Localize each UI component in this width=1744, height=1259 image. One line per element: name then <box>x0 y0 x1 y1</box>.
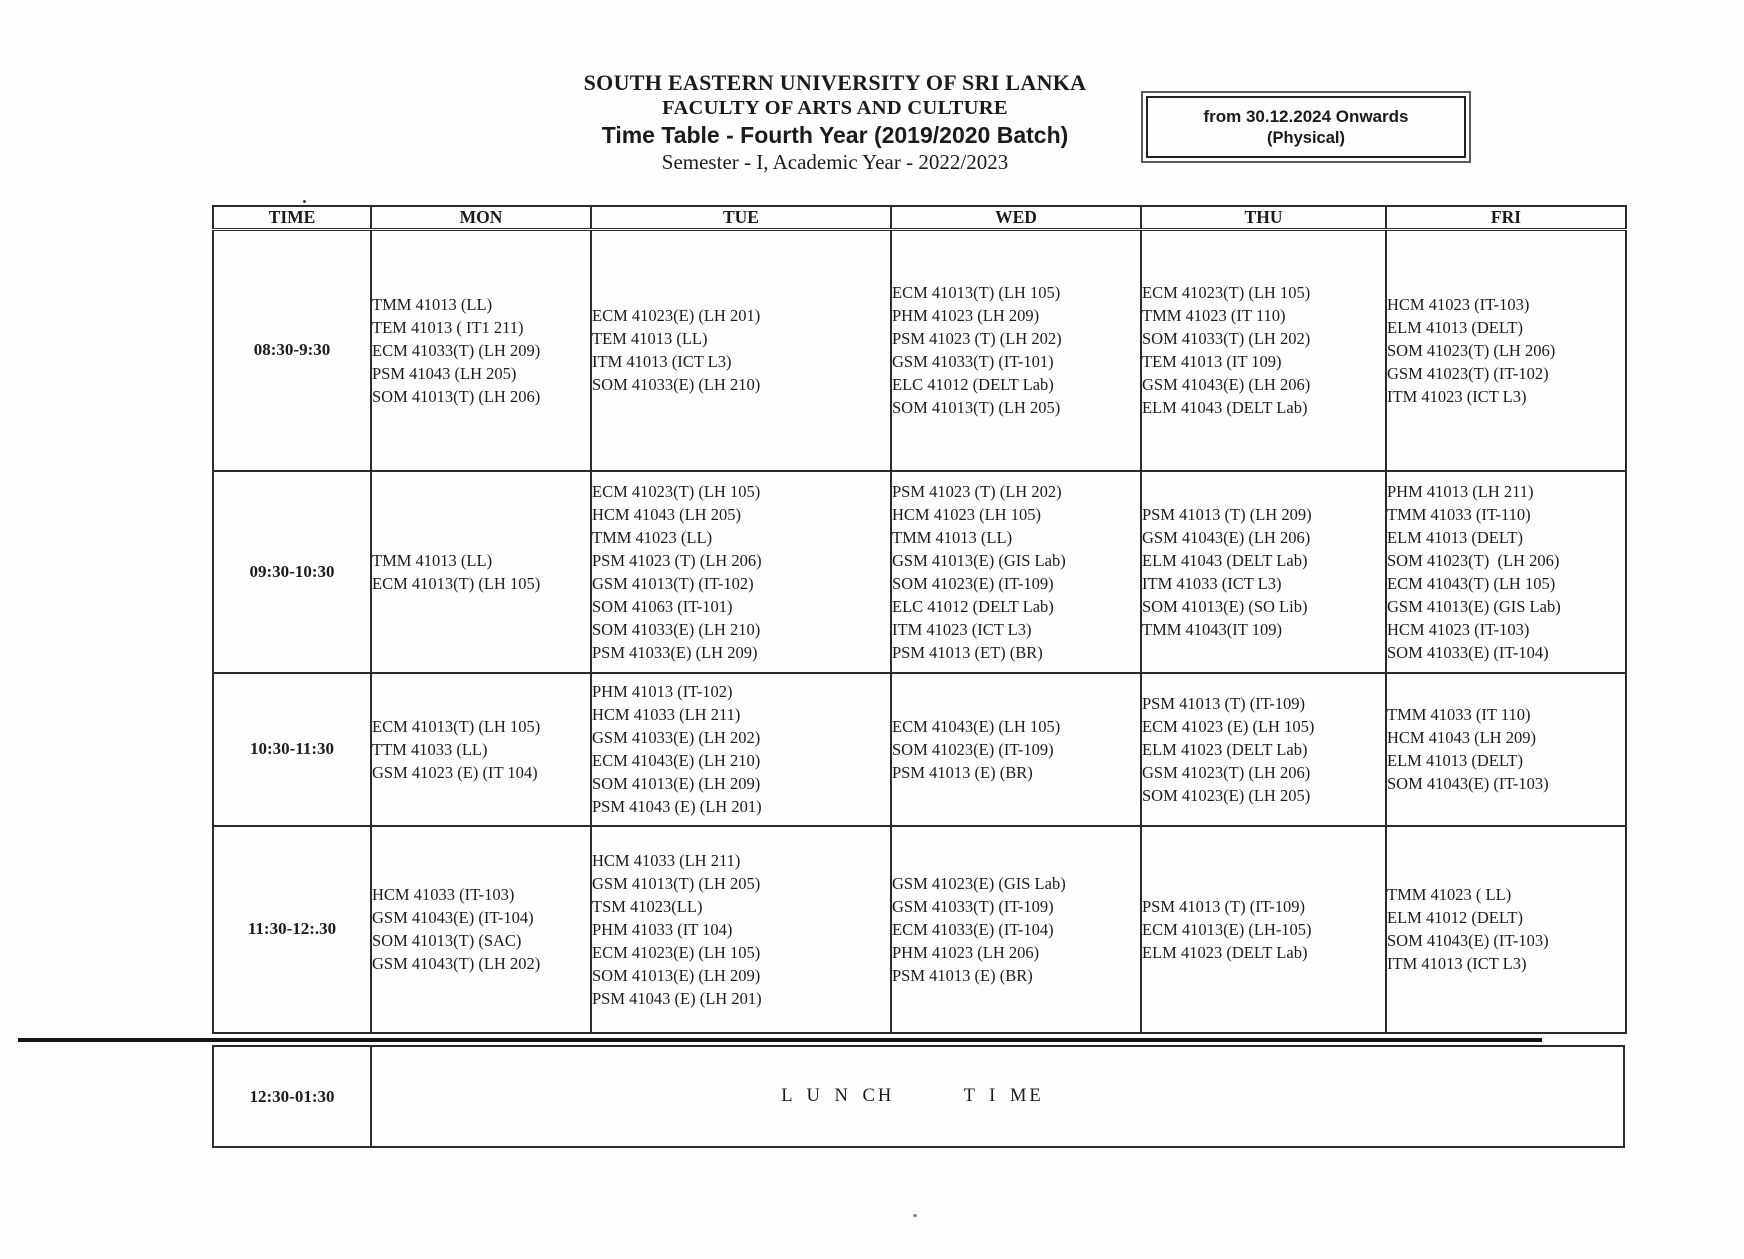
course-entry: SOM 41023(E) (IT-109) <box>892 739 1054 759</box>
column-header-wed: WED <box>891 206 1141 230</box>
column-header-thu: THU <box>1141 206 1386 230</box>
schedule-cell-mon-row3 <box>371 673 591 826</box>
course-entry: ECM 41013(T) (LH 105) <box>892 283 1061 303</box>
effective-date-text: from 30.12.2024 Onwards <box>1203 106 1409 126</box>
schedule-cell-tue-row4 <box>591 826 891 1033</box>
course-entry: SOM 41013(E) (LH 209) <box>592 774 761 793</box>
course-entry: ELM 41043 (DELT Lab) <box>1142 398 1308 418</box>
course-entry: ITM 41013 (ICT L3) <box>1387 954 1527 973</box>
course-entry: HCM 41043 (LH 209) <box>1387 728 1536 747</box>
course-entry: ELM 41023 (DELT Lab) <box>1142 739 1308 759</box>
course-entry: SOM 41033(E) (LH 210) <box>592 619 761 639</box>
course-entry: HCM 41033 (LH 211) <box>592 850 741 870</box>
course-entry: SOM 41063 (IT-101) <box>592 596 733 616</box>
course-entry: SOM 41033(T) (LH 202) <box>1142 329 1311 349</box>
course-entry: ELM 41013 (DELT) <box>1387 317 1523 337</box>
course-entry: ECM 41033(T) (LH 209) <box>372 340 541 360</box>
effective-date-box <box>1141 91 1471 163</box>
course-entry: ECM 41013(E) (LH-105) <box>1142 919 1312 939</box>
course-entry: ECM 41033(E) (IT-104) <box>892 919 1054 939</box>
course-entry: PSM 41023 (T) (LH 202) <box>892 329 1062 349</box>
course-entry: SOM 41043(E) (IT-103) <box>1387 931 1549 950</box>
schedule-cell-tue-row3 <box>591 673 891 826</box>
schedule-cell-thu-row1 <box>1141 230 1386 471</box>
course-entry: ECM 41013(T) (LH 105) <box>372 573 541 593</box>
course-entry: ELC 41012 (DELT Lab) <box>892 596 1054 616</box>
course-entry: GSM 41023(T) (IT-102) <box>1387 363 1549 383</box>
course-entry: HCM 41023 (IT-103) <box>1387 294 1530 314</box>
course-entry: SOM 41013(E) (LH 209) <box>592 965 761 985</box>
course-entry: SOM 41043(E) (IT-103) <box>1387 774 1549 793</box>
course-entry: SOM 41023(T) (LH 206) <box>1387 550 1560 570</box>
course-entry: ECM 41043(E) (LH 210) <box>592 751 761 770</box>
course-entry: ITM 41023 (ICT L3) <box>1387 386 1527 406</box>
course-entry: GSM 41043(E) (LH 206) <box>1142 375 1311 395</box>
timetable <box>212 205 1627 1034</box>
course-entry: TMM 41033 (IT-110) <box>1387 504 1531 524</box>
lunch-row <box>212 1045 1625 1148</box>
column-header-row <box>213 206 1626 230</box>
course-entry: PSM 41043 (E) (LH 201) <box>592 797 762 816</box>
course-entry: GSM 41013(T) (IT-102) <box>592 573 754 593</box>
divider-line <box>18 1038 1542 1042</box>
course-entry: TMM 41033 (IT 110) <box>1387 705 1531 724</box>
course-entry: GSM 41043(T) (LH 202) <box>372 954 541 973</box>
course-entry: PSM 41023 (T) (LH 206) <box>592 550 762 570</box>
course-entry: SOM 41023(E) (IT-109) <box>892 573 1054 593</box>
column-header-mon: MON <box>371 206 591 230</box>
course-entry: HCM 41033 (IT-103) <box>372 885 515 904</box>
course-entry: ECM 41023(T) (LH 105) <box>1142 283 1311 303</box>
time-label-row-4: 11:30-12:.30 <box>213 826 371 1033</box>
course-entry: PHM 41013 (LH 211) <box>1387 481 1534 501</box>
course-entry: SOM 41013(E) (SO Lib) <box>1142 596 1308 616</box>
course-entry: ECM 41023(E) (LH 201) <box>592 306 761 326</box>
course-entry: ELM 41012 (DELT) <box>1387 908 1523 927</box>
course-entry: ELM 41043 (DELT Lab) <box>1142 550 1308 570</box>
time-label-row-3: 10:30-11:30 <box>213 673 371 826</box>
course-entry: TMM 41013 (LL) <box>372 550 493 570</box>
schedule-cell-fri-row2 <box>1386 471 1626 673</box>
course-entry: PSM 41013 (E) (BR) <box>892 762 1033 782</box>
course-entry: ELM 41023 (DELT Lab) <box>1142 942 1308 962</box>
timetable-row-4 <box>213 826 1626 1033</box>
schedule-cell-thu-row2 <box>1141 471 1386 673</box>
course-entry: GSM 41033(T) (IT-109) <box>892 896 1054 916</box>
course-entry: GSM 41013(E) (GIS Lab) <box>892 550 1066 570</box>
course-entry: SOM 41033(E) (IT-104) <box>1387 642 1549 662</box>
course-entry: ITM 41033 (ICT L3) <box>1142 573 1282 593</box>
scan-artifact-dot <box>913 1214 917 1217</box>
schedule-cell-fri-row3 <box>1386 673 1626 826</box>
course-entry: ECM 41043(E) (LH 105) <box>892 716 1061 736</box>
schedule-cell-thu-row4 <box>1141 826 1386 1033</box>
course-entry: SOM 41023(E) (LH 205) <box>1142 785 1311 805</box>
course-entry: TMM 41023 ( LL) <box>1387 885 1512 904</box>
course-entry: ECM 41043(T) (LH 105) <box>1387 573 1556 593</box>
column-header-fri: FRI <box>1386 206 1626 230</box>
course-entry: TMM 41043(IT 109) <box>1142 619 1282 639</box>
course-entry: TMM 41023 (IT 110) <box>1142 306 1286 326</box>
semester-subtitle: Semester - I, Academic Year - 2022/2023 <box>661 150 1009 174</box>
timetable-row-1 <box>213 230 1626 471</box>
course-entry: PHM 41033 (IT 104) <box>592 919 733 939</box>
course-entry: HCM 41023 (LH 105) <box>892 504 1041 524</box>
timetable-row-3 <box>213 673 1626 826</box>
course-entry: SOM 41013(T) (SAC) <box>372 931 522 950</box>
page-title: Time Table - Fourth Year (2019/2020 Batch) <box>601 122 1069 148</box>
course-entry: PSM 41033(E) (LH 209) <box>592 642 758 662</box>
course-entry: PSM 41043 (E) (LH 201) <box>592 988 762 1008</box>
course-entry: GSM 41033(T) (IT-101) <box>892 352 1054 372</box>
schedule-cell-thu-row3 <box>1141 673 1386 826</box>
course-entry: PHM 41013 (IT-102) <box>592 682 733 701</box>
column-header-tue: TUE <box>591 206 891 230</box>
schedule-cell-wed-row1 <box>891 230 1141 471</box>
course-entry: ELM 41013 (DELT) <box>1387 527 1523 547</box>
scan-artifact-dot <box>303 200 306 203</box>
course-entry: SOM 41023(T) (LH 206) <box>1387 340 1556 360</box>
schedule-cell-tue-row1 <box>591 230 891 471</box>
schedule-cell-wed-row4 <box>891 826 1141 1033</box>
course-entry: GSM 41013(E) (GIS Lab) <box>1387 596 1561 616</box>
effective-date-box-inner <box>1146 96 1466 158</box>
course-entry: TMM 41013 (LL) <box>892 527 1013 547</box>
course-entry: GSM 41043(E) (IT-104) <box>372 908 534 927</box>
course-entry: PSM 41013 (T) (LH 209) <box>1142 504 1312 524</box>
course-entry: TSM 41023(LL) <box>592 896 703 916</box>
course-entry: ECM 41023(T) (LH 105) <box>592 481 761 501</box>
course-entry: HCM 41023 (IT-103) <box>1387 619 1530 639</box>
lunch-time-text: L U N CH T I ME <box>781 1086 1044 1106</box>
schedule-cell-wed-row3 <box>891 673 1141 826</box>
course-entry: TEM 41013 (LL) <box>592 329 708 349</box>
university-name: SOUTH EASTERN UNIVERSITY OF SRI LANKA <box>583 70 1087 95</box>
course-entry: PSM 41023 (T) (LH 202) <box>892 481 1062 501</box>
lunch-time-label: 12:30-01:30 <box>214 1047 372 1146</box>
course-entry: SOM 41013(T) (LH 205) <box>892 398 1061 418</box>
course-entry: HCM 41043 (LH 205) <box>592 504 741 524</box>
schedule-cell-fri-row4 <box>1386 826 1626 1033</box>
schedule-cell-mon-row4 <box>371 826 591 1033</box>
time-label-row-2: 09:30-10:30 <box>213 471 371 673</box>
course-entry: ELC 41012 (DELT Lab) <box>892 375 1054 395</box>
faculty-name: FACULTY OF ARTS AND CULTURE <box>662 97 1008 119</box>
course-entry: PSM 41013 (T) (IT-109) <box>1142 896 1306 916</box>
course-entry: GSM 41043(E) (LH 206) <box>1142 527 1311 547</box>
course-entry: TMM 41013 (LL) <box>372 294 493 314</box>
time-label-row-1: 08:30-9:30 <box>213 230 371 471</box>
column-header-time: TIME <box>213 206 371 230</box>
course-entry: ITM 41023 (ICT L3) <box>892 619 1032 639</box>
course-entry: SOM 41013(T) (LH 206) <box>372 386 541 406</box>
timetable-row-2 <box>213 471 1626 673</box>
course-entry: TMM 41023 (LL) <box>592 527 713 547</box>
schedule-cell-wed-row2 <box>891 471 1141 673</box>
course-entry: GSM 41033(E) (LH 202) <box>592 728 761 747</box>
mode-label: (Physical) <box>1267 128 1345 147</box>
schedule-cell-tue-row2 <box>591 471 891 673</box>
schedule-cell-mon-row2 <box>371 471 591 673</box>
course-entry: PHM 41023 (LH 209) <box>892 306 1040 326</box>
course-entry: ECM 41023 (E) (LH 105) <box>1142 716 1315 736</box>
schedule-cell-mon-row1 <box>371 230 591 471</box>
course-entry: TEM 41013 (IT 109) <box>1142 352 1282 372</box>
course-entry: GSM 41023(T) (LH 206) <box>1142 762 1311 782</box>
course-entry: PSM 41013 (T) (IT-109) <box>1142 693 1306 713</box>
course-entry: GSM 41023(E) (GIS Lab) <box>892 873 1066 893</box>
course-entry: ECM 41023(E) (LH 105) <box>592 942 761 962</box>
course-entry: TEM 41013 ( IT1 211) <box>372 317 524 337</box>
course-entry: PSM 41013 (ET) (BR) <box>892 642 1043 662</box>
course-entry: TTM 41033 (LL) <box>372 739 488 759</box>
course-entry: PSM 41043 (LH 205) <box>372 363 517 383</box>
course-entry: ECM 41013(T) (LH 105) <box>372 716 541 736</box>
course-entry: GSM 41013(T) (LH 205) <box>592 873 761 893</box>
schedule-cell-fri-row1 <box>1386 230 1626 471</box>
course-entry: PSM 41013 (E) (BR) <box>892 965 1033 985</box>
course-entry: HCM 41033 (LH 211) <box>592 705 741 724</box>
course-entry: PHM 41023 (LH 206) <box>892 942 1040 962</box>
course-entry: GSM 41023 (E) (IT 104) <box>372 762 538 782</box>
course-entry: ITM 41013 (ICT L3) <box>592 352 732 372</box>
lunch-cell <box>372 1047 1623 1146</box>
course-entry: ELM 41013 (DELT) <box>1387 751 1523 770</box>
course-entry: SOM 41033(E) (LH 210) <box>592 375 761 395</box>
